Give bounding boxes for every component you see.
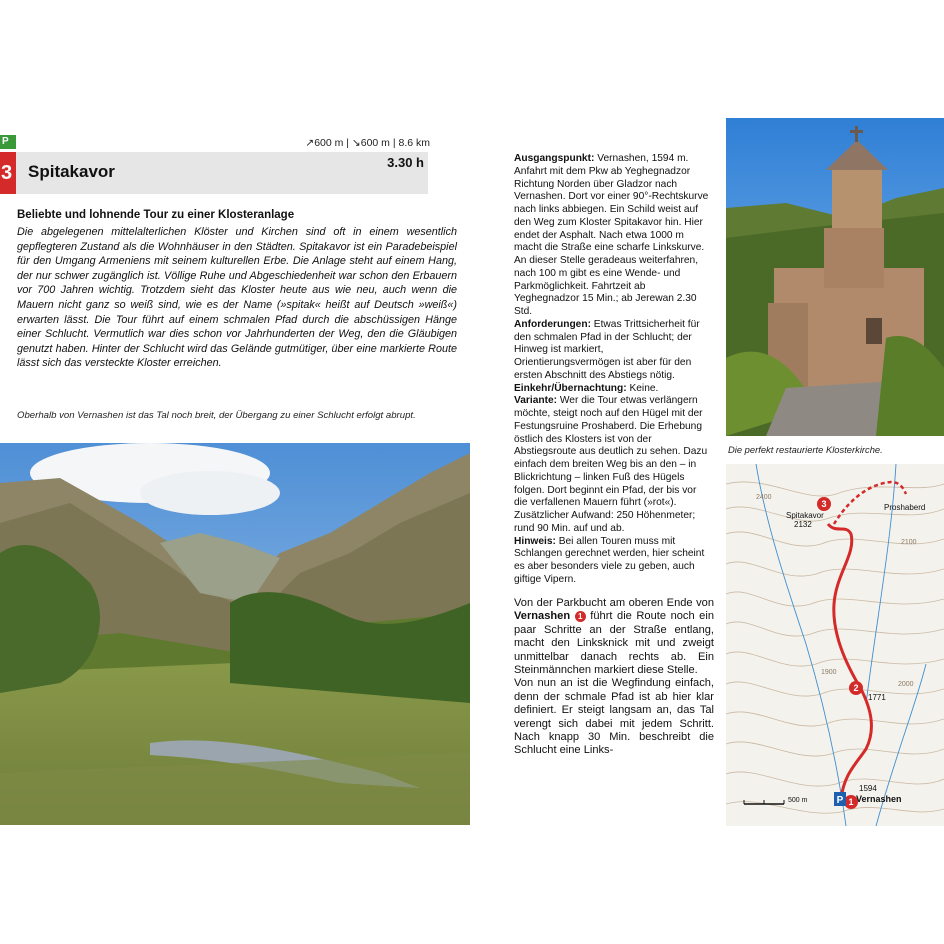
- tour-number: 3: [0, 152, 16, 194]
- info-refreshment: Einkehr/Übernachtung: Keine.: [514, 382, 659, 394]
- intro-text: Die abgelegenen mittelalterlichen Klöster und Kirchen sind oft in einem wesentlich gepflegteren Zustand als die Wohnhäuser in den Städten. Spitakavor ist ein Paradebeispiel für den Umgang Armeniens mit seinem kulturellen Erbe. Die Anlage steht auf einem Hang, der nur schwer zugänglich ist. Völlige Ruhe und Abgeschiedenheit war schon den Erbauern vor 700 Jahren wichtig. Trotzdem sieht das Kloster heute aus wie neu, auch wenn die Mauern nicht ganz so weiß sind, wie es der Name (»spitak« heißt auf Deutsch »weiß«) erwarten lässt. Die Tour führt auf einem schmalen Pfad durch die abschüssigen Hänge einer Schlucht. Vermutlich war dies schon vor Jahrhunderten der Weg, den die Gläubigen genutzt haben. Hinter der Schlucht wird das Gelände gutmütiger, über eine markierte Route lässt sich das versteckte Kloster erreichen.: [17, 226, 457, 370]
- valley-photo-caption: Oberhalb von Vernashen ist das Tal noch breit, der Übergang zu einer Schlucht erfolgt abrupt.: [17, 410, 416, 421]
- parking-label: P: [836, 795, 844, 806]
- fortress-label: Proshaberd: [884, 503, 926, 512]
- waypoint-1-label: 1: [848, 797, 854, 807]
- route-map: [726, 464, 944, 826]
- contour-label-1900: 1900: [821, 669, 837, 676]
- category-tag: P: [0, 135, 16, 149]
- start-elevation: 1594: [859, 784, 877, 793]
- info-variant: Variante: Wer die Tour etwas verlängern möchte, steigt noch auf den Hügel mit der Festungsruine Proshaberd. Die Erhebung östlich des Klosters ist von der Abstiegsroute aus deutlich zu sehen. Dazu einfach dem breiten Weg bis an den – in Blickrichtung – linken Fuß des Hügels folgen. Dort beginnt ein Pfad, der bis vor die verfallenen Mauern führt (»rot«). Zusätzlicher Aufwand: 250 Höhenmeter; rund 90 Min. auf und ab.: [514, 395, 708, 534]
- tour-title: Spitakavor: [28, 162, 115, 181]
- contour-label-2400: 2400: [756, 494, 772, 501]
- scale-label: 500 m: [788, 797, 808, 804]
- tour-duration: 3.30 h: [387, 155, 424, 170]
- start-name: Vernashen: [856, 794, 902, 804]
- contour-label-2100: 2100: [901, 539, 917, 546]
- contour-label-2000: 2000: [898, 681, 914, 688]
- route-description: [514, 597, 714, 758]
- map-background: [726, 464, 944, 826]
- start-place: Vernashen: [514, 610, 571, 623]
- waypoint-2-label: 2: [853, 683, 859, 693]
- tour-info-box: [514, 153, 712, 587]
- info-requirements: Anforderungen: Etwas Trittsicherheit für den schmalen Pfad in der Schlucht; der Hinweg ist markiert, Orientierungsvermögen ist aber für den ersten Abschnitt des Abstiegs nötig.: [514, 318, 700, 381]
- monastery-label: Spitakavor: [786, 511, 824, 520]
- route-paragraph-2: Von nun an ist die Wegfindung einfach, denn der schmale Pfad ist ab hier klar definiert. Er steigt langsam an, das Tal verengt sich dabei mit jedem Schritt. Nach knapp 30 Min. beschreibt die Schlucht eine Links-: [514, 677, 714, 757]
- info-note: Hinweis: Bei allen Touren muss mit Schlangen gerechnet werden, hier scheint es aber besonders viele zu geben, auch giftige Vipern.: [514, 535, 705, 585]
- tour-stats: ↗600 m | ↘600 m | 8.6 km: [305, 137, 430, 149]
- waypoint-marker-1: 1: [575, 611, 586, 622]
- church-photo-caption: Die perfekt restaurierte Klosterkirche.: [728, 444, 883, 455]
- point-2-elevation: 1771: [868, 693, 886, 702]
- monastery-elevation: 2132: [794, 520, 812, 529]
- valley-photo: [0, 443, 470, 825]
- waypoint-3-label: 3: [821, 499, 827, 509]
- info-start: Ausgangspunkt: Vernashen, 1594 m. Anfahrt mit dem Pkw ab Yeghegnadzor Richtung Norden über Gladzor nach Vernashen. Dort vor einer 90°-Rechtskurve nach links abbiegen. Ein Schild weist auf den Weg zum Kloster Spitakavor hin. Hier endet der Asphalt. Nach etwa 1000 m macht die Straße eine scharfe Linkskurve. An dieser Stelle geradeaus weiterfahren, nach 100 m gibt es eine Wende- und Parkmöglichkeit. Fahrtzeit ab Yeghegnadzor 15 Min.; ab Jerewan 2.30 Std.: [514, 153, 709, 317]
- church-photo: [726, 118, 944, 436]
- route-paragraph-1: Von der Parkbucht am oberen Ende von Vernashen 1 führt die Route noch ein paar Schritte an der Straße entlang, macht den Linksknick mit und zweigt unmittelbar danach rechts ab. Ein Steinmännchen markiert diese Stelle.: [514, 597, 714, 677]
- intro-heading: Beliebte und lohnende Tour zu einer Klosteranlage: [17, 209, 295, 221]
